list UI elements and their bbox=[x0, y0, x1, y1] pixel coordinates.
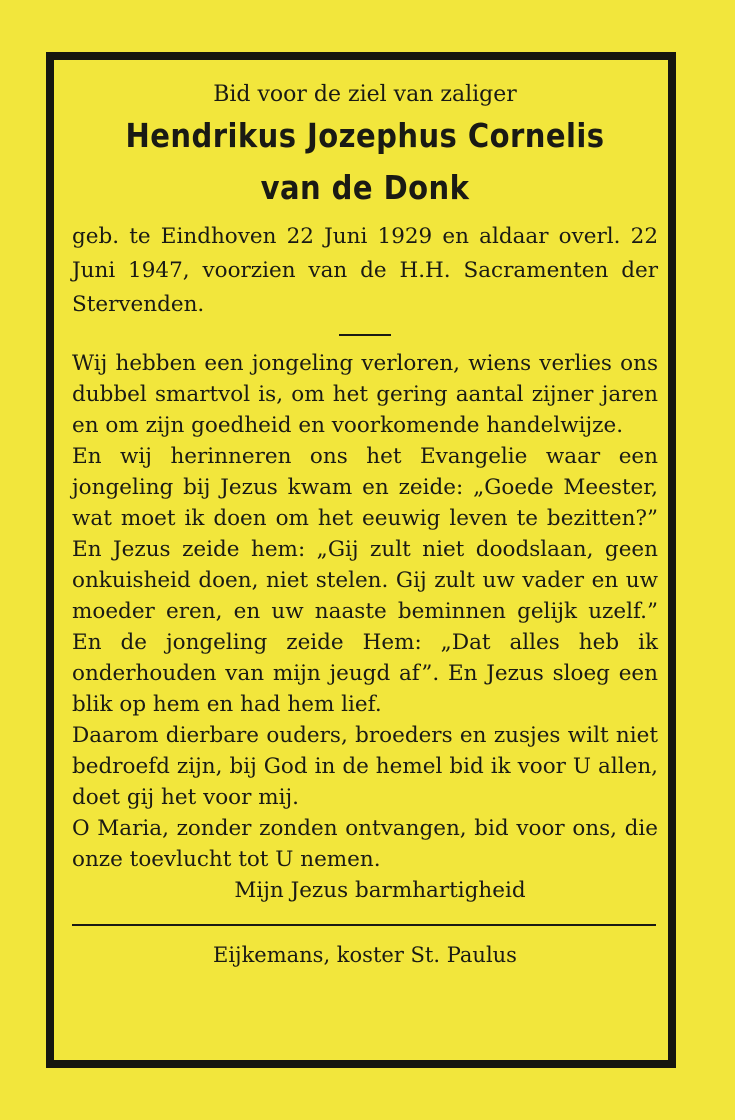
printer-credit: Eijkemans, koster St. Paulus bbox=[213, 943, 517, 967]
paragraph-2: En wij herinneren ons het Evangelie waar een jongeling bij Jezus kwam en zeide: „Goede Meester, wat moet ik doen om het eeuwig leven te bezitten?” En Jezus zeide hem: „Gij zult niet doodslaan, geen onkuisheid doen, niet stelen. Gij zult uw vader en uw moeder eren, en uw naaste beminnen gelijk uzelf.” En de jongeling zeide Hem: „Dat alles heb ik onderhouden van mijn jeugd af”. En Jezus sloeg een blik op hem en had hem lief. bbox=[72, 444, 658, 717]
memorial-card bbox=[72, 74, 658, 970]
deceased-name-line-1: Hendrikus Jozephus Cornelis bbox=[125, 116, 605, 155]
birth-death-details: geb. te Eindhoven 22 Juni 1929 en aldaar overl. 22 Juni 1947, voorzien van de H.H. Sacramenten der Stervenden. bbox=[72, 224, 658, 317]
prayer-heading: Bid voor de ziel van zaliger bbox=[213, 82, 517, 107]
paragraph-1: Wij hebben een jongeling verloren, wiens verlies ons dubbel smartvol is, om het gering aantal zijner jaren en om zijn goedheid en voorkomende handelwijze. bbox=[72, 351, 658, 438]
footer-divider bbox=[72, 924, 656, 926]
memorial-text bbox=[72, 348, 658, 875]
paragraph-4: O Maria, zonder zonden ontvangen, bid voor ons, die onze toevlucht tot U nemen. bbox=[72, 816, 658, 872]
closing-prayer: Mijn Jezus barmhartigheid bbox=[234, 878, 526, 903]
deceased-name-line-2: van de Donk bbox=[260, 168, 470, 207]
paragraph-3: Daarom dierbare ouders, broeders en zusjes wilt niet bedroefd zijn, bij God in de hemel bid ik voor U allen, doet gij het voor mij. bbox=[72, 723, 658, 810]
short-divider bbox=[339, 334, 391, 336]
